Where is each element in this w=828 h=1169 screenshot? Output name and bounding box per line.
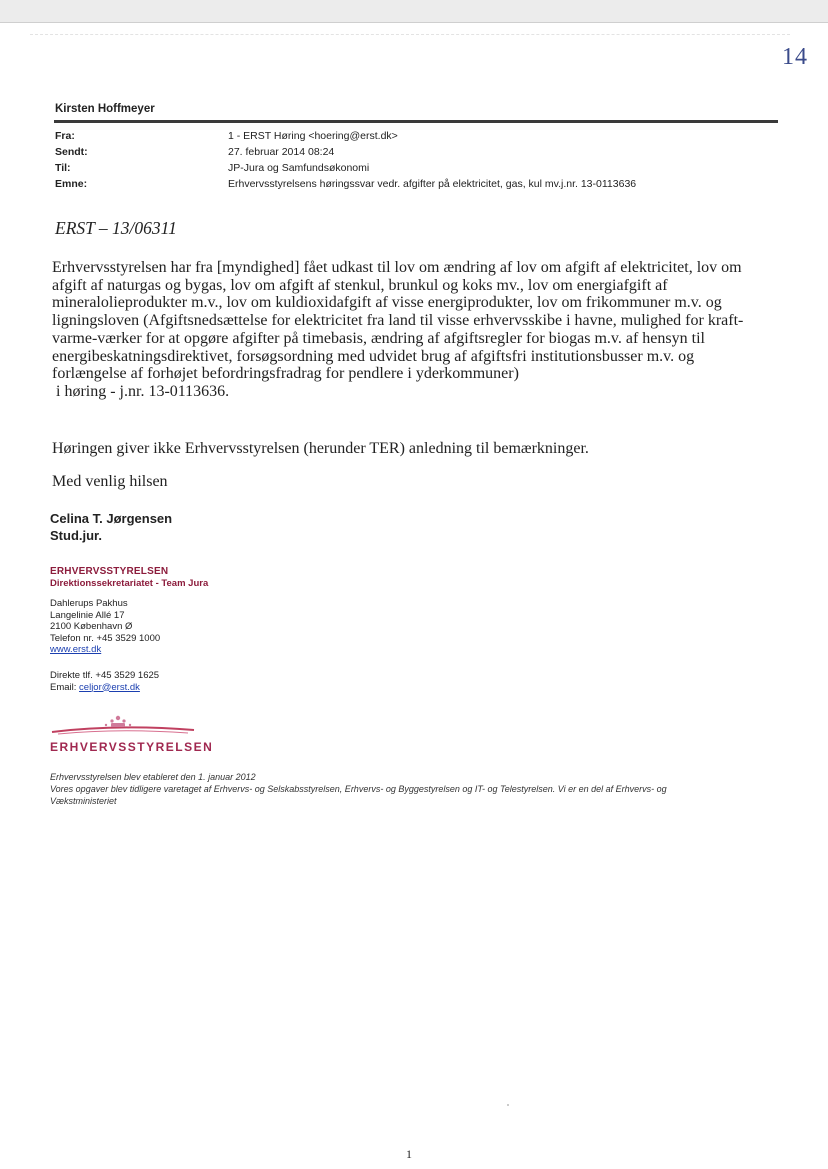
phone-line: Telefon nr. +45 3529 1000 — [50, 632, 161, 644]
scan-speck — [507, 1104, 509, 1106]
email-link[interactable]: celjor@erst.dk — [79, 681, 140, 693]
crown-emblem-icon — [48, 710, 208, 740]
logo-wordmark: ERHVERVSSTYRELSEN — [50, 740, 214, 754]
organization-name: ERHVERVSSTYRELSEN — [50, 566, 169, 577]
address-block — [50, 598, 160, 656]
header-value-subject: Erhvervsstyrelsens høringssvar vedr. afgifter på elektricitet, gas, kul mv.j.nr. 13-0113636 — [228, 178, 637, 190]
address-line: 2100 København Ø — [50, 621, 133, 632]
scan-top-edge — [0, 22, 828, 23]
organization-logo — [48, 710, 214, 760]
body-line: ligningsloven (Afgiftsnedsættelse for elektricitet fra land til visse erhvervsskibe i havne, mulighed for kraft- — [52, 312, 744, 330]
direct-phone-line: Direkte tlf. +45 3529 1625 — [50, 670, 160, 681]
body-line: Erhvervsstyrelsen har fra [myndighed] fået udkast til lov om ændring af lov om afgift af elektricitet, lov om — [52, 259, 742, 276]
scan-noise-line — [30, 34, 790, 35]
header-label-from: Fra: — [55, 130, 75, 142]
header-label-to: Til: — [55, 162, 71, 174]
body-line: forlængelse af forhøjet befordringsfradrag for pendlere i yderkommuner) — [52, 365, 519, 383]
body-line: i høring - j.nr. 13-0113636. — [56, 382, 230, 400]
case-reference: ERST – 13/06311 — [55, 218, 177, 238]
scan-top-band — [0, 0, 828, 22]
body-line: varme-værker for at opgøre afgifter på timebasis, ændring af afgiftsregler for biogas m.v. af hensyn til — [52, 329, 705, 347]
contact-block — [50, 670, 159, 693]
header-label-subject: Emne: — [55, 178, 88, 190]
signature-title: Stud.jur. — [50, 528, 102, 543]
body-line: mineralolieprodukter m.v., lov om kuldioxidafgift af visse energiprodukter, lov om frikommuner m.v. og — [52, 294, 722, 312]
body-line: afgift af naturgas og bygas, lov om afgift af stenkul, brunkul og koks mv., lov om energiafgift af — [52, 276, 668, 294]
remark-line: Høringen giver ikke Erhvervsstyrelsen (herunder TER) anledning til bemærkninger. — [52, 440, 589, 457]
footer-line: Vores opgaver blev tidligere varetaget af Erhvervs- og Selskabsstyrelsen, Erhvervs- og Byggestyrelsen og IT- og Telestyrelsen. Vi er en del af Erhvervs- og — [50, 784, 667, 794]
body-paragraph — [52, 259, 774, 401]
page-number: 1 — [406, 1147, 412, 1161]
header-value-to: JP-Jura og Samfundsøkonomi — [228, 162, 370, 174]
website-link[interactable]: www.erst.dk — [50, 644, 102, 655]
header-value-from: 1 - ERST Høring <hoering@erst.dk> — [228, 130, 398, 142]
closing-line: Med venlig hilsen — [52, 473, 168, 490]
sender-name: Kirsten Hoffmeyer — [55, 103, 155, 115]
header-label-sent: Sendt: — [55, 146, 88, 158]
address-line: Langelinie Allé 17 — [50, 609, 125, 621]
signature-name: Celina T. Jørgensen — [50, 511, 173, 526]
address-line: Dahlerups Pakhus — [50, 598, 128, 609]
email-label: Email: — [50, 681, 77, 693]
footer-line: Vækstministeriet — [50, 796, 117, 806]
body-line: energibeskatningsdirektivet, forsøgsordning med udvidet brug af afgiftsfri institutionsbusser m.v. og — [52, 347, 695, 365]
header-rule — [54, 120, 778, 123]
header-value-sent: 27. februar 2014 08:24 — [228, 146, 335, 158]
handwritten-page-mark: 14 — [782, 44, 808, 70]
footer-line: Erhvervsstyrelsen blev etableret den 1. januar 2012 — [50, 772, 256, 782]
organization-department: Direktionssekretariatet - Team Jura — [50, 578, 209, 589]
